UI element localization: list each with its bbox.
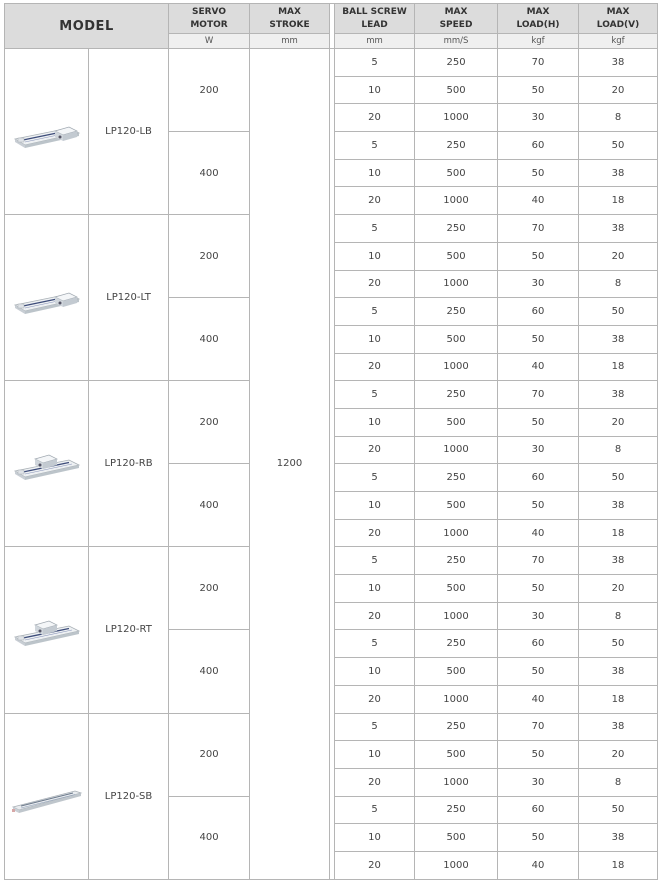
model-name: LP120-LT [89, 215, 169, 381]
max-load-v-value: 50 [579, 630, 658, 658]
max-load-v-value: 50 [579, 132, 658, 160]
model-name: LP120-SB [89, 713, 169, 879]
ball-screw-lead-value: 20 [335, 685, 415, 713]
servo-motor-unit: W [169, 34, 250, 49]
max-speed-value: 1000 [415, 353, 498, 381]
max-stroke-header: MAX STROKE [250, 4, 330, 34]
ball-screw-lead-value: 10 [335, 824, 415, 852]
max-load-v-value: 38 [579, 49, 658, 77]
max-speed-value: 250 [415, 464, 498, 492]
max-speed-value: 500 [415, 76, 498, 104]
max-load-v-value: 38 [579, 658, 658, 686]
max-load-h-value: 70 [498, 49, 579, 77]
ball-screw-lead-value: 20 [335, 104, 415, 132]
model-name: LP120-RT [89, 547, 169, 713]
max-speed-header: MAX SPEED [415, 4, 498, 34]
max-stroke-unit: mm [250, 34, 330, 49]
max-load-h-value: 60 [498, 132, 579, 160]
max-speed-value: 1000 [415, 519, 498, 547]
max-speed-value: 250 [415, 796, 498, 824]
ball-screw-lead-value: 20 [335, 851, 415, 879]
ball-screw-lead-value: 10 [335, 658, 415, 686]
max-speed-value: 1000 [415, 270, 498, 298]
max-load-h-value: 70 [498, 381, 579, 409]
model-image-cell [5, 547, 89, 713]
max-load-h-value: 50 [498, 242, 579, 270]
max-load-h-value: 40 [498, 187, 579, 215]
max-load-v-value: 38 [579, 547, 658, 575]
ball-screw-lead-value: 5 [335, 796, 415, 824]
linear-actuator-sb-image [5, 773, 88, 819]
ball-screw-lead-value: 20 [335, 768, 415, 796]
ball-screw-lead-value: 10 [335, 242, 415, 270]
ball-screw-lead-value: 5 [335, 215, 415, 243]
servo-motor-power: 200 [169, 49, 250, 132]
max-load-h-value: 60 [498, 464, 579, 492]
max-speed-value: 500 [415, 492, 498, 520]
max-load-v-value: 8 [579, 602, 658, 630]
max-load-v-value: 8 [579, 270, 658, 298]
model-image-cell [5, 215, 89, 381]
max-load-h-value: 40 [498, 685, 579, 713]
max-load-h-value: 60 [498, 796, 579, 824]
model-image-cell [5, 713, 89, 879]
ball-screw-lead-value: 20 [335, 187, 415, 215]
max-load-h-value: 40 [498, 851, 579, 879]
ball-screw-lead-value: 5 [335, 298, 415, 326]
ball-screw-lead-value: 5 [335, 464, 415, 492]
ball-screw-lead-value: 5 [335, 381, 415, 409]
max-load-h-value: 50 [498, 575, 579, 603]
max-load-v-value: 50 [579, 796, 658, 824]
max-load-h-value: 50 [498, 824, 579, 852]
servo-motor-power: 400 [169, 132, 250, 215]
model-header: MODEL [5, 4, 169, 49]
max-load-v-value: 8 [579, 104, 658, 132]
max-load-v-value: 20 [579, 76, 658, 104]
max-speed-value: 1000 [415, 768, 498, 796]
max-speed-value: 500 [415, 575, 498, 603]
ball-screw-lead-value: 10 [335, 76, 415, 104]
max-speed-value: 250 [415, 713, 498, 741]
max-load-h-value: 50 [498, 408, 579, 436]
ball-screw-lead-value: 10 [335, 575, 415, 603]
max-speed-value: 500 [415, 159, 498, 187]
max-load-h-value: 50 [498, 325, 579, 353]
max-speed-value: 500 [415, 242, 498, 270]
ball-screw-lead-value: 10 [335, 408, 415, 436]
max-load-v-value: 38 [579, 381, 658, 409]
max-load-v-unit: kgf [579, 34, 658, 49]
max-load-v-value: 18 [579, 353, 658, 381]
max-load-h-unit: kgf [498, 34, 579, 49]
ball-screw-lead-value: 5 [335, 713, 415, 741]
ball-screw-lead-header: BALL SCREW LEAD [335, 4, 415, 34]
max-load-v-header: MAX LOAD(V) [579, 4, 658, 34]
max-load-h-value: 50 [498, 658, 579, 686]
servo-motor-power: 200 [169, 547, 250, 630]
servo-motor-power: 400 [169, 464, 250, 547]
ball-screw-lead-value: 20 [335, 270, 415, 298]
ball-screw-lead-value: 5 [335, 630, 415, 658]
linear-actuator-lt-image [5, 275, 88, 321]
model-image-cell [5, 49, 89, 215]
max-load-v-value: 38 [579, 824, 658, 852]
ball-screw-lead-value: 10 [335, 741, 415, 769]
ball-screw-lead-value: 5 [335, 49, 415, 77]
model-image-cell [5, 381, 89, 547]
max-load-v-value: 38 [579, 492, 658, 520]
servo-motor-power: 400 [169, 298, 250, 381]
max-speed-value: 1000 [415, 104, 498, 132]
max-speed-value: 250 [415, 547, 498, 575]
servo-motor-power: 200 [169, 713, 250, 796]
ball-screw-lead-value: 10 [335, 492, 415, 520]
max-speed-value: 1000 [415, 851, 498, 879]
max-load-v-value: 38 [579, 713, 658, 741]
max-load-h-value: 50 [498, 741, 579, 769]
spec-table [4, 3, 658, 880]
model-name: LP120-LB [89, 49, 169, 215]
max-speed-value: 250 [415, 630, 498, 658]
servo-motor-power: 400 [169, 630, 250, 713]
max-load-h-value: 30 [498, 436, 579, 464]
linear-actuator-rt-image [5, 607, 88, 653]
max-load-h-value: 30 [498, 104, 579, 132]
servo-motor-power: 400 [169, 796, 250, 879]
table-body [5, 49, 658, 880]
ball-screw-lead-value: 5 [335, 547, 415, 575]
max-load-v-value: 20 [579, 575, 658, 603]
max-load-v-value: 38 [579, 215, 658, 243]
max-speed-value: 250 [415, 49, 498, 77]
model-name: LP120-RB [89, 381, 169, 547]
max-load-v-value: 50 [579, 298, 658, 326]
max-load-h-value: 60 [498, 298, 579, 326]
max-speed-value: 1000 [415, 602, 498, 630]
max-load-h-value: 30 [498, 768, 579, 796]
max-speed-value: 250 [415, 381, 498, 409]
max-speed-value: 500 [415, 824, 498, 852]
table-header [5, 4, 658, 49]
ball-screw-lead-value: 10 [335, 325, 415, 353]
max-load-v-value: 18 [579, 519, 658, 547]
max-speed-value: 500 [415, 325, 498, 353]
max-load-h-value: 60 [498, 630, 579, 658]
table-row [5, 49, 658, 77]
max-speed-value: 1000 [415, 436, 498, 464]
max-load-v-value: 8 [579, 768, 658, 796]
max-speed-value: 250 [415, 215, 498, 243]
max-load-h-value: 40 [498, 519, 579, 547]
ball-screw-lead-value: 20 [335, 519, 415, 547]
max-load-h-value: 40 [498, 353, 579, 381]
max-load-h-value: 50 [498, 159, 579, 187]
servo-motor-power: 200 [169, 381, 250, 464]
max-load-h-value: 70 [498, 215, 579, 243]
max-load-h-value: 70 [498, 547, 579, 575]
servo-motor-power: 200 [169, 215, 250, 298]
max-speed-value: 250 [415, 132, 498, 160]
max-load-h-header: MAX LOAD(H) [498, 4, 579, 34]
max-load-h-value: 30 [498, 270, 579, 298]
linear-actuator-rb-image [5, 441, 88, 487]
ball-screw-lead-unit: mm [335, 34, 415, 49]
linear-actuator-lb-image [5, 109, 88, 155]
max-speed-value: 1000 [415, 187, 498, 215]
max-speed-value: 500 [415, 741, 498, 769]
ball-screw-lead-value: 20 [335, 602, 415, 630]
max-load-v-value: 20 [579, 242, 658, 270]
ball-screw-lead-value: 10 [335, 159, 415, 187]
max-speed-value: 1000 [415, 685, 498, 713]
max-load-h-value: 70 [498, 713, 579, 741]
ball-screw-lead-value: 20 [335, 353, 415, 381]
max-load-v-value: 18 [579, 685, 658, 713]
max-load-v-value: 20 [579, 408, 658, 436]
max-load-v-value: 38 [579, 159, 658, 187]
ball-screw-lead-value: 20 [335, 436, 415, 464]
max-speed-value: 250 [415, 298, 498, 326]
max-speed-value: 500 [415, 658, 498, 686]
max-speed-unit: mm/S [415, 34, 498, 49]
max-load-v-value: 18 [579, 851, 658, 879]
max-load-h-value: 30 [498, 602, 579, 630]
max-load-v-value: 38 [579, 325, 658, 353]
max-load-h-value: 50 [498, 76, 579, 104]
max-load-v-value: 18 [579, 187, 658, 215]
servo-motor-header: SERVO MOTOR [169, 4, 250, 34]
max-speed-value: 500 [415, 408, 498, 436]
ball-screw-lead-value: 5 [335, 132, 415, 160]
max-load-v-value: 8 [579, 436, 658, 464]
max-stroke-value: 1200 [250, 49, 330, 880]
max-load-v-value: 20 [579, 741, 658, 769]
max-load-h-value: 50 [498, 492, 579, 520]
max-load-v-value: 50 [579, 464, 658, 492]
